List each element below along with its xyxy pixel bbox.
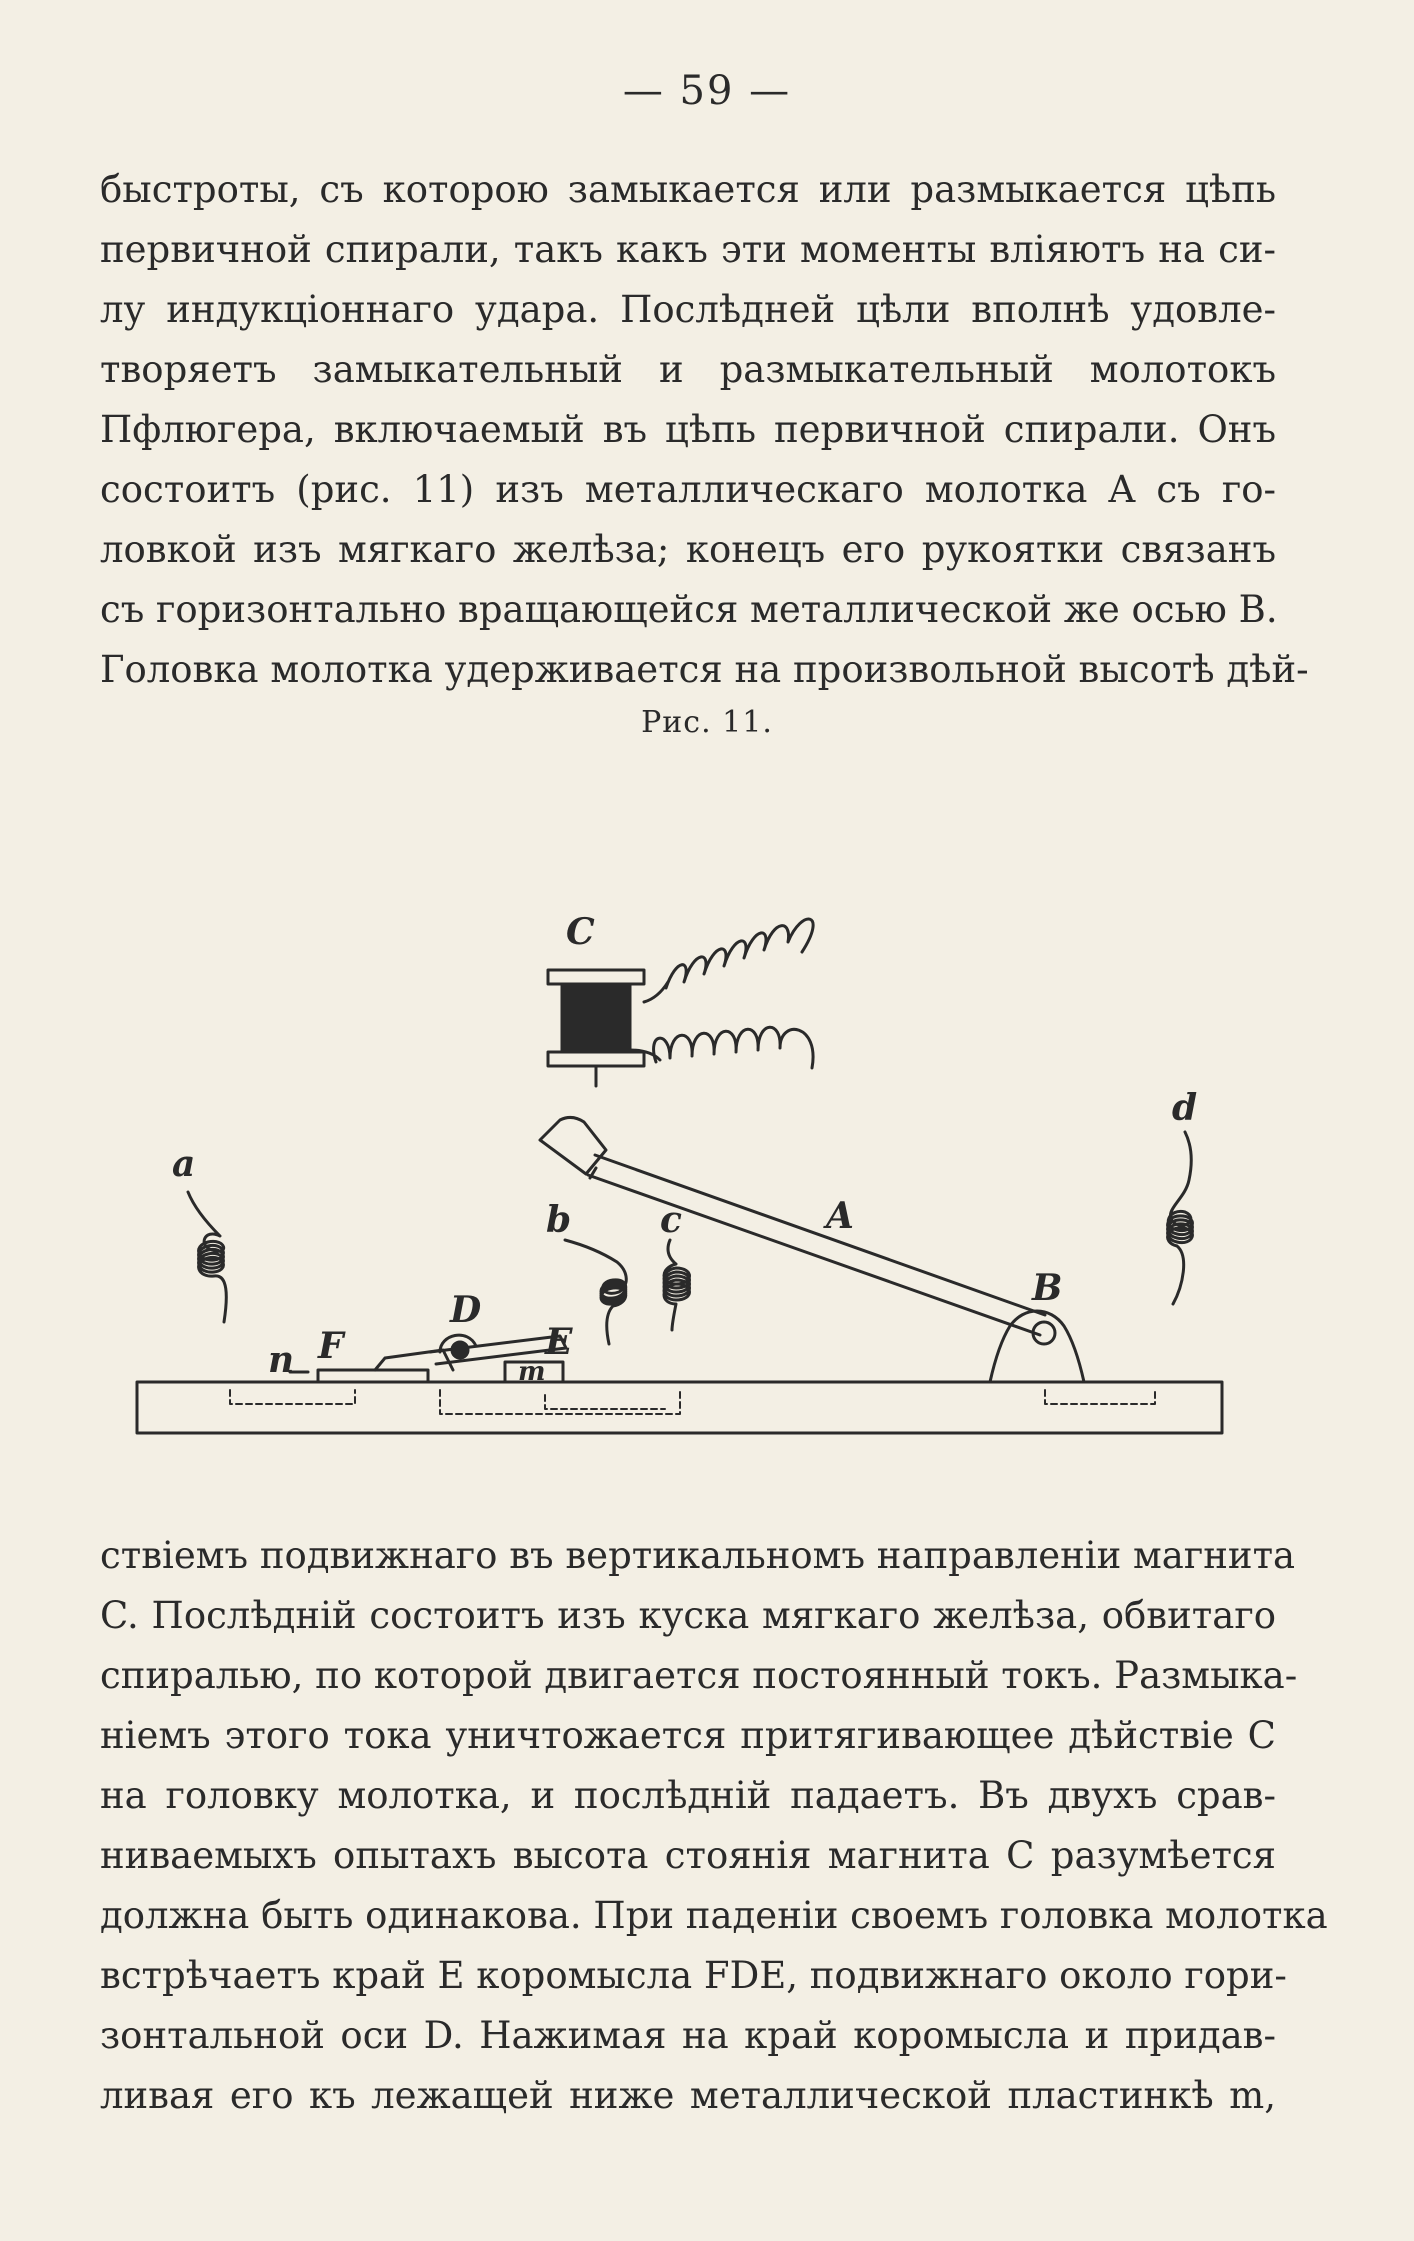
text-line: творяетъ замыкательный и размыкательный молотокъ [100, 348, 1276, 391]
text-line: зонтальной оси D. Нажимая на край коромысла и придав- [100, 2014, 1276, 2057]
text-line: ливая его къ лежащей ниже металлической пластинкѣ m, [100, 2074, 1276, 2117]
text-line: на головку молотка, и послѣдній падаетъ. Въ двухъ срав- [100, 1774, 1276, 1817]
wire-spring-d [1168, 1132, 1193, 1304]
text-line: спиралью, по которой двигается постоянный токъ. Размыка- [100, 1654, 1298, 1697]
text-line: должна быть одинакова. При паденіи своемъ головка молотка [100, 1894, 1328, 1937]
label-e-beam: E [545, 1321, 573, 1363]
text-line: Пфлюгера, включаемый въ цѣпь первичной спирали. Онъ [100, 408, 1276, 451]
text-line: встрѣчаетъ край E коромысла FDE, подвижнаго около гори- [100, 1954, 1287, 1997]
text-line: состоитъ (рис. 11) изъ металлическаго молотка A съ го- [100, 468, 1276, 511]
figure-caption: Рис. 11. [641, 705, 773, 740]
label-n-contact: n [268, 1339, 295, 1381]
text-line: ловкой изъ мягкаго желѣза; конецъ его рукоятки связанъ [100, 528, 1276, 571]
wire-spring-a [188, 1192, 226, 1322]
wire-spring-b [565, 1240, 626, 1344]
text-line: Головка молотка удерживается на произвольной высотѣ дѣй- [100, 648, 1309, 691]
paragraph-bottom [100, 1526, 1328, 2126]
label-b-wire: b [546, 1199, 572, 1241]
text-line: лу индукціоннаго удара. Послѣдней цѣли вполнѣ удовле- [100, 288, 1276, 331]
text-line: съ горизонтально вращающейся металлической же осью B. [100, 588, 1278, 631]
label-b-axis: B [1032, 1267, 1063, 1309]
wire-spring-c [664, 1240, 690, 1330]
text-line: ствіемъ подвижнаго въ вертикальномъ направленіи магнита [100, 1534, 1296, 1577]
text-line: быстроты, съ которою замыкается или размыкается цѣпь [100, 168, 1276, 211]
label-f-beam: F [318, 1325, 344, 1367]
label-c-wire: c [660, 1199, 682, 1241]
label-d-wire: d [1172, 1087, 1198, 1129]
label-m-plate: m [518, 1357, 546, 1387]
label-d-axis: D [450, 1289, 482, 1331]
page-number: — 59 — [622, 68, 792, 114]
label-a-wire: a [172, 1143, 196, 1185]
text-line: первичной спирали, такъ какъ эти моменты вліяютъ на си- [100, 228, 1276, 271]
text-line: C. Послѣдній состоитъ изъ куска мягкаго желѣза, обвитаго [100, 1594, 1276, 1637]
label-a-hammer: A [826, 1195, 854, 1237]
text-line: ниваемыхъ опытахъ высота стоянія магнита C разумѣется [100, 1834, 1276, 1877]
text-line: ніемъ этого тока уничтожается притягивающее дѣйствіе C [100, 1714, 1276, 1757]
label-c-magnet: C [566, 911, 595, 953]
